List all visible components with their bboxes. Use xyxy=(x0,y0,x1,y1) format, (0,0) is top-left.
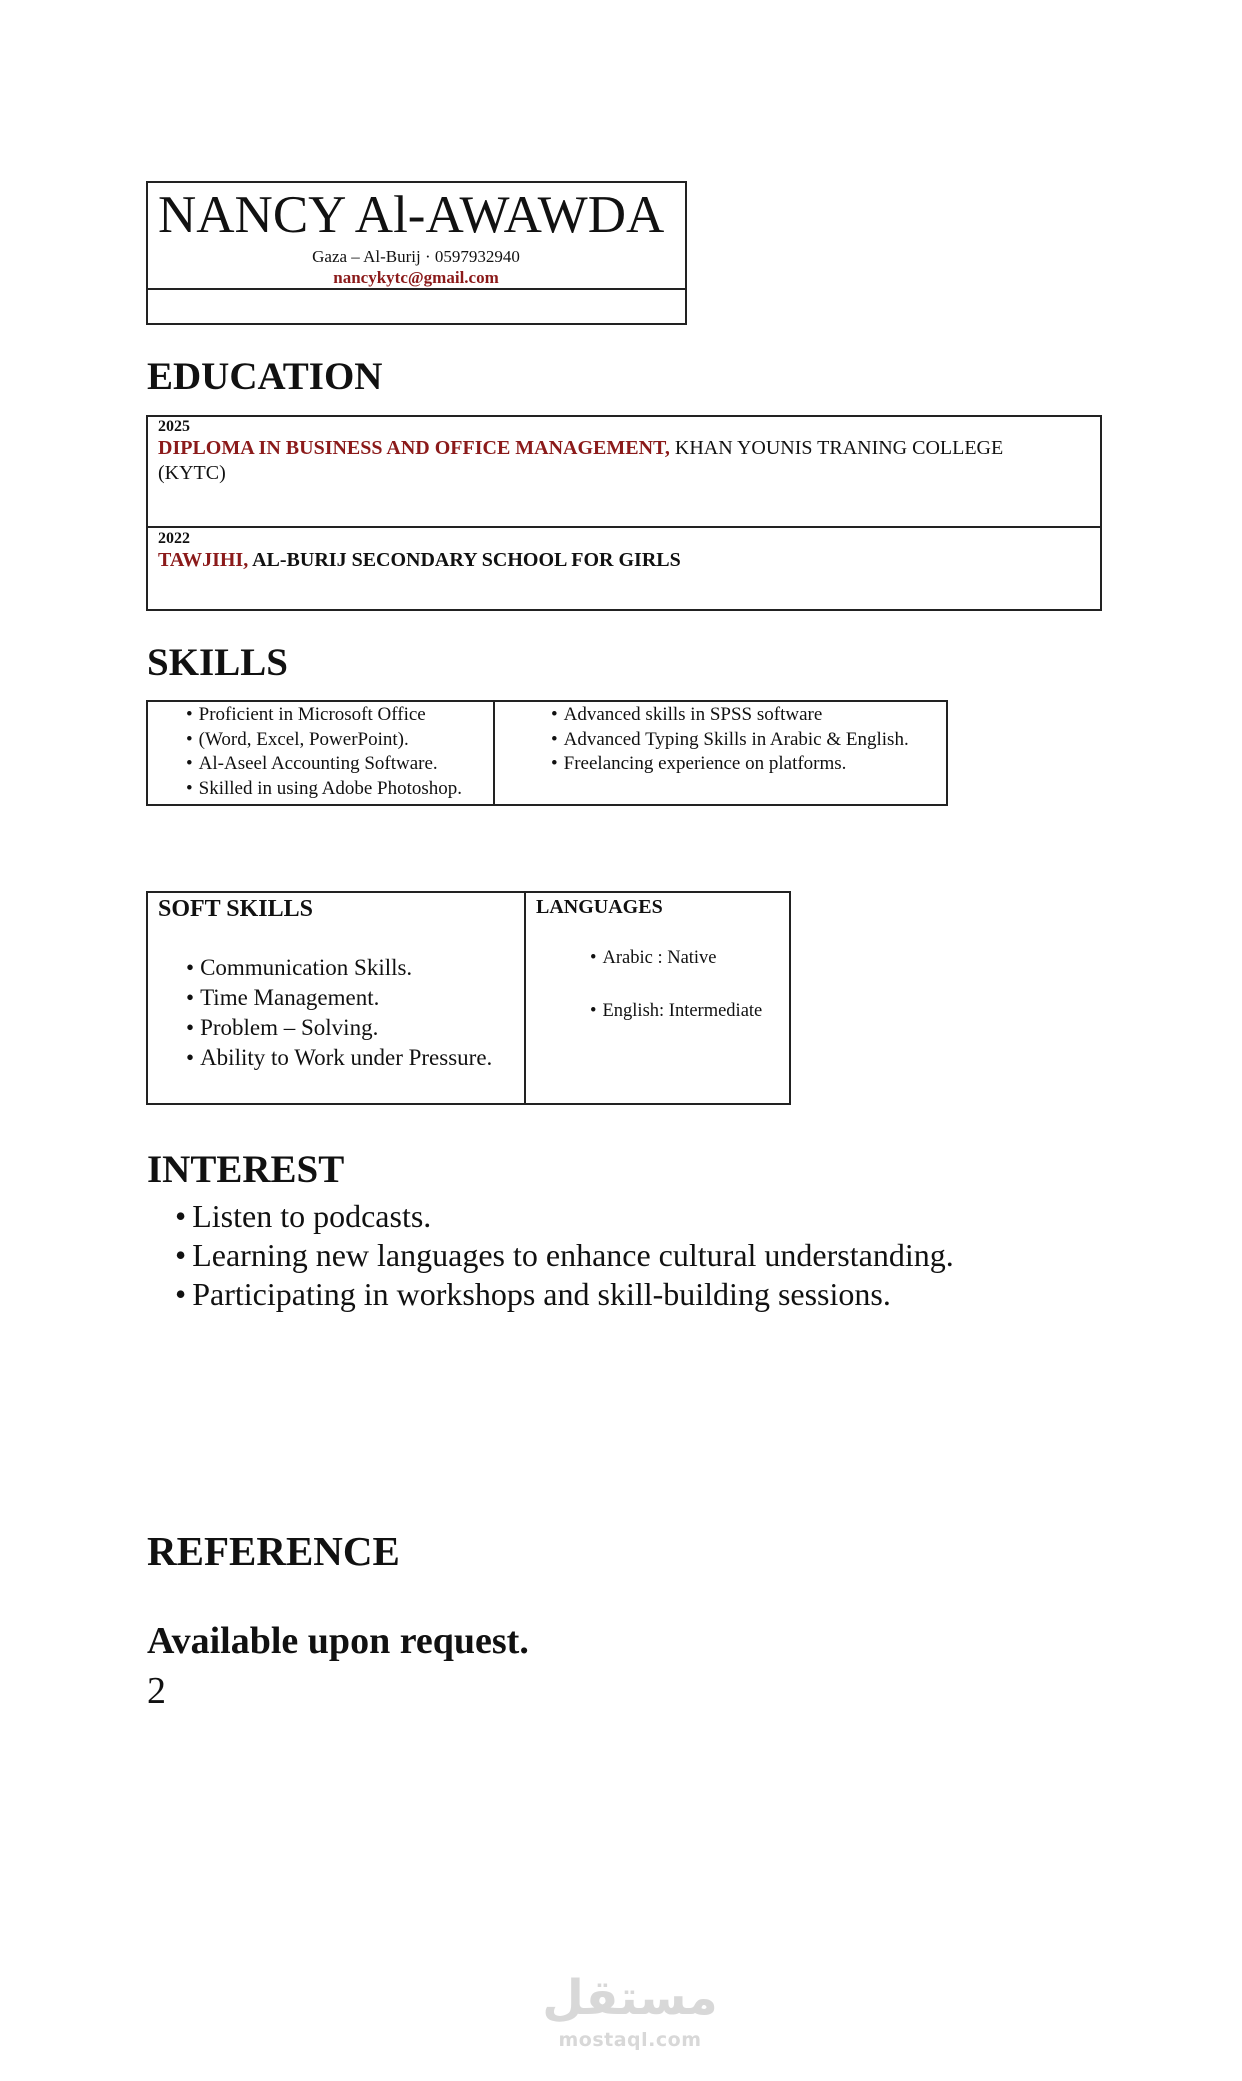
interest-item: • Learning new languages to enhance cultural understanding. xyxy=(175,1236,954,1275)
soft-skill-item: • Ability to Work under Pressure. xyxy=(186,1043,492,1073)
education-degree: DIPLOMA IN BUSINESS AND OFFICE MANAGEMENT, xyxy=(158,437,670,459)
skill-item: • Advanced Typing Skills in Arabic & English. xyxy=(551,728,909,753)
education-entry xyxy=(158,530,1088,573)
reference-heading: REFERENCE xyxy=(147,1528,400,1574)
soft-skills-list xyxy=(186,953,492,1073)
skill-item: • Advanced skills in SPSS software xyxy=(551,703,909,728)
language-item: • Arabic : Native xyxy=(590,932,762,985)
skill-item: • Proficient in Microsoft Office xyxy=(186,703,462,728)
languages-list xyxy=(590,932,762,1038)
interest-item: • Listen to podcasts. xyxy=(175,1197,954,1236)
skill-item: • (Word, Excel, PowerPoint). xyxy=(186,728,462,753)
skill-item: • Al-Aseel Accounting Software. xyxy=(186,752,462,777)
email-link[interactable]: nancykytc@gmail.com xyxy=(333,268,499,287)
education-institution: KHAN YOUNIS TRANING COLLEGE xyxy=(669,437,1004,459)
contact-line: Gaza – Al-Burij · 0597932940 xyxy=(312,247,520,266)
education-year: 2025 xyxy=(158,418,190,435)
skills-heading: SKILLS xyxy=(147,641,288,684)
education-year: 2022 xyxy=(158,530,190,547)
skill-item: • Skilled in using Adobe Photoshop. xyxy=(186,777,462,802)
mostaql-watermark-text: mostaql.com xyxy=(558,2029,702,2051)
skills-left-list xyxy=(186,703,462,801)
soft-skill-item: • Problem – Solving. xyxy=(186,1013,492,1043)
soft-skills-column-divider xyxy=(524,891,526,1105)
languages-heading: LANGUAGES xyxy=(536,896,663,918)
language-item: • English: Intermediate xyxy=(590,985,762,1038)
soft-skill-item: • Time Management. xyxy=(186,983,492,1013)
skills-column-divider xyxy=(493,700,495,806)
interest-list xyxy=(175,1197,954,1314)
education-degree: TAWJIHI, xyxy=(158,549,249,571)
reference-text: Available upon request. xyxy=(147,1620,529,1662)
page-number: 2 xyxy=(147,1670,166,1712)
education-institution-cont: (KYTC) xyxy=(158,462,226,484)
soft-skills-heading: SOFT SKILLS xyxy=(158,896,313,922)
soft-skill-item: • Communication Skills. xyxy=(186,953,492,983)
skills-right-list xyxy=(551,703,909,777)
mostaql-watermark-logo: مستقل xyxy=(542,1970,718,2026)
education-institution: AL-BURIJ SECONDARY SCHOOL FOR GIRLS xyxy=(248,549,681,571)
interest-item: • Participating in workshops and skill-building sessions. xyxy=(175,1275,954,1314)
education-heading: EDUCATION xyxy=(147,355,383,398)
interest-heading: INTEREST xyxy=(147,1148,345,1191)
candidate-name: NANCY Al-AWAWDA xyxy=(158,186,665,244)
header-divider xyxy=(146,288,687,290)
education-entry xyxy=(158,418,1088,486)
education-row-divider xyxy=(146,526,1102,528)
skill-item: • Freelancing experience on platforms. xyxy=(551,752,909,777)
